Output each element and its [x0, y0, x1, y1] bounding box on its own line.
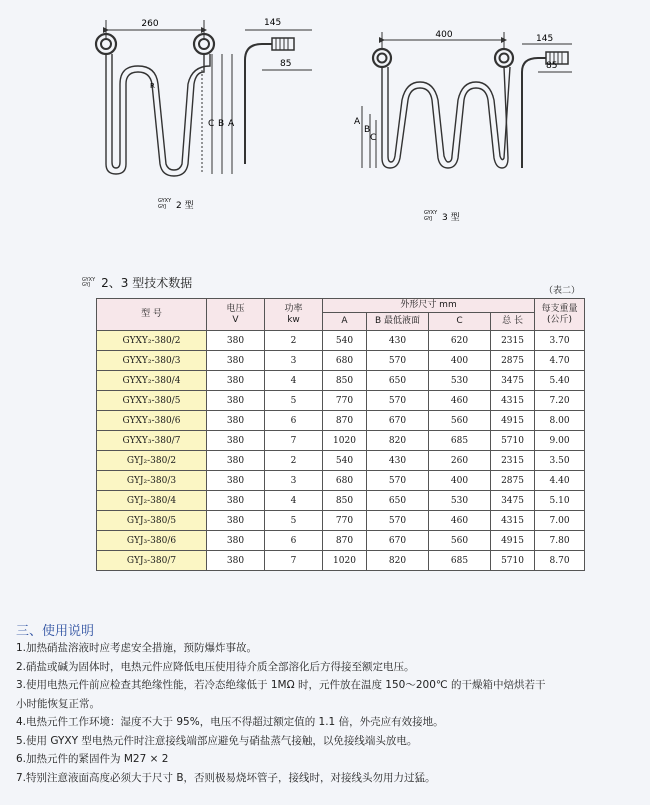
usage-item-4: 4.电热元件工作环境：湿度不大于 95%，电压不得超过额定值的 1.1 倍，外壳应有效接地。 [16, 716, 444, 728]
cell-v: 380 [207, 471, 265, 491]
cell-kw: 6 [265, 411, 323, 431]
cell-b: 570 [367, 391, 429, 411]
cell-model: GYXY₃-380/5 [97, 391, 207, 411]
table-row [97, 351, 585, 371]
cell-a: 680 [323, 471, 367, 491]
cell-a: 870 [323, 531, 367, 551]
table-row [97, 451, 585, 471]
type3-letter-b: B [364, 125, 371, 135]
cell-wt: 8.00 [535, 411, 585, 431]
header-total-length: 总 长 [491, 313, 535, 331]
usage-item-5: 5.使用 GYXY 型电热元件时注意接线端部应避免与硝盐蒸气接触，以免接线端头放电。 [16, 734, 418, 747]
cell-model: GYJ₂-380/3 [97, 471, 207, 491]
cell-a: 540 [323, 451, 367, 471]
cell-c: 530 [429, 491, 491, 511]
cell-c: 685 [429, 431, 491, 451]
table-row [97, 431, 585, 451]
cell-kw: 5 [265, 511, 323, 531]
cell-c: 530 [429, 371, 491, 391]
cell-b: 650 [367, 491, 429, 511]
cell-v: 380 [207, 351, 265, 371]
table-title-text: 2、3 型技术数据 [101, 276, 193, 290]
cell-wt: 7.20 [535, 391, 585, 411]
usage-list [16, 639, 644, 787]
table-row [97, 531, 585, 551]
type2-letter-c: C [208, 119, 215, 129]
cell-len: 4915 [491, 411, 535, 431]
usage-item-2: 2.硝盐或碱为固体时，电热元件应降低电压使用待介质全部溶化后方得接至额定电压。 [16, 660, 415, 673]
cell-v: 380 [207, 531, 265, 551]
cell-c: 460 [429, 511, 491, 531]
cell-model: GYJ₃-380/7 [97, 551, 207, 571]
cell-b: 820 [367, 431, 429, 451]
cell-b: 430 [367, 451, 429, 471]
cell-c: 260 [429, 451, 491, 471]
header-weight: 每支重量 (公斤) [535, 299, 585, 331]
header-c: C [429, 313, 491, 331]
type2-caption: 2 型 [176, 201, 194, 211]
type3-caption: 3 型 [442, 213, 460, 223]
usage-item-1: 1.加热硝盐溶液时应考虑安全措施，预防爆炸事故。 [16, 642, 258, 654]
cell-kw: 7 [265, 551, 323, 571]
cell-model: GYXY₂-380/3 [97, 351, 207, 371]
cell-c: 560 [429, 531, 491, 551]
cell-kw: 3 [265, 351, 323, 371]
cell-len: 2875 [491, 351, 535, 371]
cell-wt: 5.10 [535, 491, 585, 511]
cell-b: 570 [367, 351, 429, 371]
cell-c: 560 [429, 411, 491, 431]
header-dimensions: 外形尺寸 mm [323, 299, 535, 313]
cell-model: GYXY₂-380/2 [97, 331, 207, 351]
cell-a: 1020 [323, 551, 367, 571]
cell-model: GYJ₃-380/5 [97, 511, 207, 531]
type2-letter-a: A [228, 119, 235, 129]
table-row [97, 471, 585, 491]
cell-wt: 3.50 [535, 451, 585, 471]
cell-len: 2315 [491, 331, 535, 351]
cell-b: 670 [367, 531, 429, 551]
cell-v: 380 [207, 551, 265, 571]
cell-b: 570 [367, 471, 429, 491]
type2-top-dim: 145 [264, 18, 282, 28]
usage-title: 三、使用说明 [16, 624, 95, 639]
cell-v: 380 [207, 411, 265, 431]
cell-v: 380 [207, 371, 265, 391]
cell-len: 2315 [491, 451, 535, 471]
cell-b: 430 [367, 331, 429, 351]
cell-c: 685 [429, 551, 491, 571]
cell-model: GYJ₂-380/2 [97, 451, 207, 471]
type2-right-dim: 85 [280, 59, 292, 69]
cell-wt: 3.70 [535, 331, 585, 351]
cell-b: 650 [367, 371, 429, 391]
type3-caption-line1: GYXY [424, 210, 438, 216]
header-model: 型 号 [97, 299, 207, 331]
cell-wt: 4.40 [535, 471, 585, 491]
cell-model: GYJ₃-380/6 [97, 531, 207, 551]
usage-item-3-cont: 小时能恢复正常。 [16, 697, 100, 710]
cell-a: 1020 [323, 431, 367, 451]
cell-kw: 2 [265, 331, 323, 351]
cell-v: 380 [207, 331, 265, 351]
cell-c: 460 [429, 391, 491, 411]
type3-letter-c: C [370, 133, 377, 143]
type2-letter-b: B [218, 119, 225, 129]
spec-table [96, 298, 585, 571]
cell-len: 4315 [491, 511, 535, 531]
usage-item-7: 7.特别注意液面高度必须大于尺寸 B，否则极易烧坏管子，接线时，对接线头勿用力过猛。 [16, 771, 436, 784]
type2-caption-line2: GYJ [158, 204, 167, 210]
cell-wt: 4.70 [535, 351, 585, 371]
table-row [97, 371, 585, 391]
cell-model: GYXY₃-380/7 [97, 431, 207, 451]
header-voltage: 电压 V [207, 299, 265, 331]
type2-diagram [90, 14, 330, 214]
cell-model: GYXY₃-380/6 [97, 411, 207, 431]
cell-a: 850 [323, 371, 367, 391]
type3-caption-line2: GYJ [424, 216, 433, 222]
cell-c: 400 [429, 351, 491, 371]
cell-kw: 6 [265, 531, 323, 551]
cell-model: GYXY₂-380/4 [97, 371, 207, 391]
cell-len: 5710 [491, 431, 535, 451]
table-row [97, 551, 585, 571]
cell-v: 380 [207, 431, 265, 451]
type2-caption-line1: GYXY [158, 198, 172, 204]
header-power: 功率 kw [265, 299, 323, 331]
cell-len: 3475 [491, 371, 535, 391]
cell-a: 540 [323, 331, 367, 351]
cell-v: 380 [207, 511, 265, 531]
cell-kw: 2 [265, 451, 323, 471]
cell-len: 4315 [491, 391, 535, 411]
cell-wt: 9.00 [535, 431, 585, 451]
cell-a: 680 [323, 351, 367, 371]
table-note: （表二） [544, 286, 581, 296]
cell-len: 5710 [491, 551, 535, 571]
cell-wt: 5.40 [535, 371, 585, 391]
cell-a: 770 [323, 511, 367, 531]
cell-b: 670 [367, 411, 429, 431]
type3-diagram [346, 28, 590, 232]
cell-b: 820 [367, 551, 429, 571]
cell-c: 400 [429, 471, 491, 491]
type3-width-dim: 400 [435, 30, 453, 40]
type3-letter-a: A [354, 117, 361, 127]
table-row [97, 331, 585, 351]
cell-kw: 7 [265, 431, 323, 451]
cell-kw: 5 [265, 391, 323, 411]
cell-len: 2875 [491, 471, 535, 491]
cell-kw: 4 [265, 371, 323, 391]
type3-right-dim: 85 [546, 61, 558, 71]
type3-tube [382, 67, 508, 168]
cell-kw: 4 [265, 491, 323, 511]
type2-radius: R [150, 82, 155, 90]
type2-width-dim: 260 [141, 19, 159, 29]
cell-model: GYJ₂-380/4 [97, 491, 207, 511]
cell-a: 870 [323, 411, 367, 431]
cell-kw: 3 [265, 471, 323, 491]
table-row [97, 411, 585, 431]
header-b: B 最低液面 [367, 313, 429, 331]
cell-c: 620 [429, 331, 491, 351]
cell-a: 770 [323, 391, 367, 411]
cell-wt: 7.80 [535, 531, 585, 551]
table-row [97, 491, 585, 511]
cell-v: 380 [207, 451, 265, 471]
cell-len: 3475 [491, 491, 535, 511]
table-title-stack: GYXY GYJ [82, 276, 96, 288]
cell-v: 380 [207, 391, 265, 411]
cell-wt: 8.70 [535, 551, 585, 571]
cell-b: 570 [367, 511, 429, 531]
usage-item-3: 3.使用电热元件前应检查其绝缘性能，若冷态绝缘低于 1MΩ 时，元件放在温度 150～200℃ 的干燥箱中焙烘若干 [16, 679, 546, 691]
table-row [97, 511, 585, 531]
cell-wt: 7.00 [535, 511, 585, 531]
table-title [82, 274, 192, 291]
cell-len: 4915 [491, 531, 535, 551]
type3-top-dim: 145 [536, 34, 554, 44]
cell-a: 850 [323, 491, 367, 511]
cell-v: 380 [207, 491, 265, 511]
usage-item-6: 6.加热元件的紧固件为 M27 × 2 [16, 753, 169, 765]
header-a: A [323, 313, 367, 331]
table-row [97, 391, 585, 411]
